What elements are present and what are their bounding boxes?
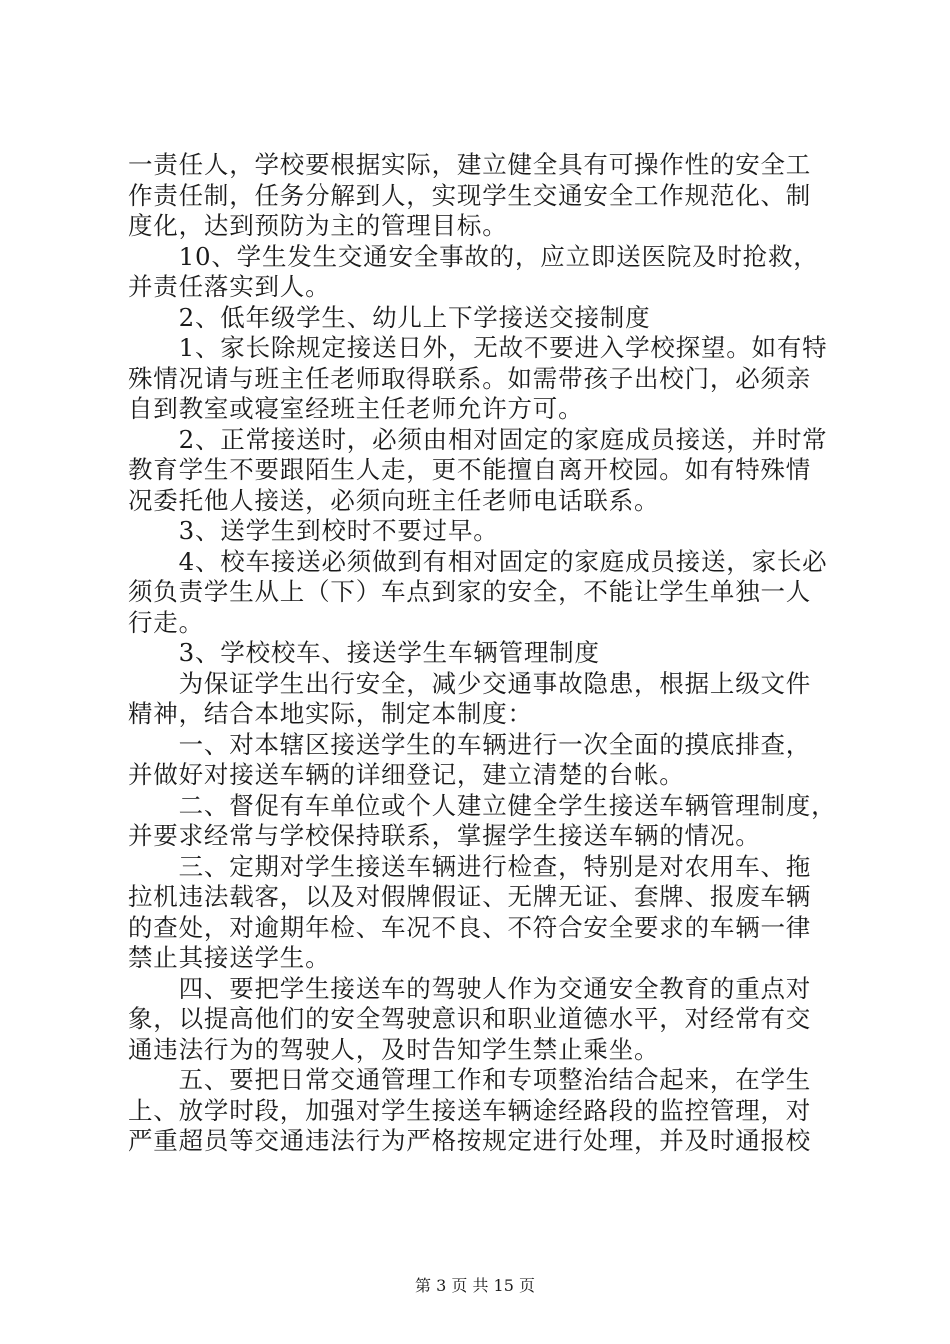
- document-body: [128, 150, 838, 1157]
- section-heading: 3、学校校车、接送学生车辆管理制度: [128, 638, 600, 667]
- section-heading: 2、低年级学生、幼儿上下学接送交接制度: [128, 302, 651, 332]
- paragraph: 4、校车接送必须做到有相对固定的家庭成员接送，家长必 须负责学生从上（下）车点到家的安全，不能让学生单独一人 行走。: [128, 546, 828, 637]
- paragraph: 四、要把学生接送车的驾驶人作为交通安全教育的重点对 象，以提高他们的安全驾驶意识和职业道德水平，对经常有交 通违法行为的驾驶人，及时告知学生禁止乘坐。: [128, 973, 812, 1064]
- paragraph: 一、对本辖区接送学生的车辆进行一次全面的摸底排查， 并做好对接送车辆的详细登记，建立清楚的台帐。: [128, 729, 812, 789]
- paragraph: 一责任人，学校要根据实际，建立健全具有可操作性的安全工 作责任制，任务分解到人，实现学生交通安全工作规范化、制 度化，达到预防为主的管理目标。: [128, 150, 812, 240]
- paragraph: 二、督促有车单位或个人建立健全学生接送车辆管理制度， 并要求经常与学校保持联系，掌握学生接送车辆的情况。: [128, 790, 837, 850]
- paragraph: 1、家长除规定接送日外，无故不要进入学校探望。如有特 殊情况请与班主任老师取得联系。如需带孩子出校门，必须亲 自到教室或寝室经班主任老师允许方可。: [128, 333, 828, 423]
- paragraph: 3、送学生到校时不要过早。: [128, 516, 499, 545]
- paragraph: 三、定期对学生接送车辆进行检查，特别是对农用车、拖 拉机违法载客，以及对假牌假证、无牌无证、套牌、报废车辆 的查处，对逾期年检、车况不良、不符合安全要求的车辆一律 禁止其接送学生。: [128, 851, 812, 972]
- paragraph: 2、正常接送时，必须由相对固定的家庭成员接送，并时常 教育学生不要跟陌生人走，更不能擅自离开校园。如有特殊情 况委托他人接送，必须向班主任老师电话联系。: [128, 424, 828, 515]
- paragraph: 五、要把日常交通管理工作和专项整治结合起来，在学生 上、放学时段，加强对学生接送车辆途经路段的监控管理，对 严重超员等交通违法行为严格按规定进行处理，并及时通报校: [128, 1065, 812, 1155]
- page-number-footer: 第 3 页 共 15 页: [415, 1276, 535, 1295]
- paragraph: 10、学生发生交通安全事故的，应立即送医院及时抢救， 并责任落实到人。: [128, 241, 819, 301]
- paragraph: 为保证学生出行安全，减少交通事故隐患，根据上级文件 精神，结合本地实际，制定本制度：: [128, 668, 812, 728]
